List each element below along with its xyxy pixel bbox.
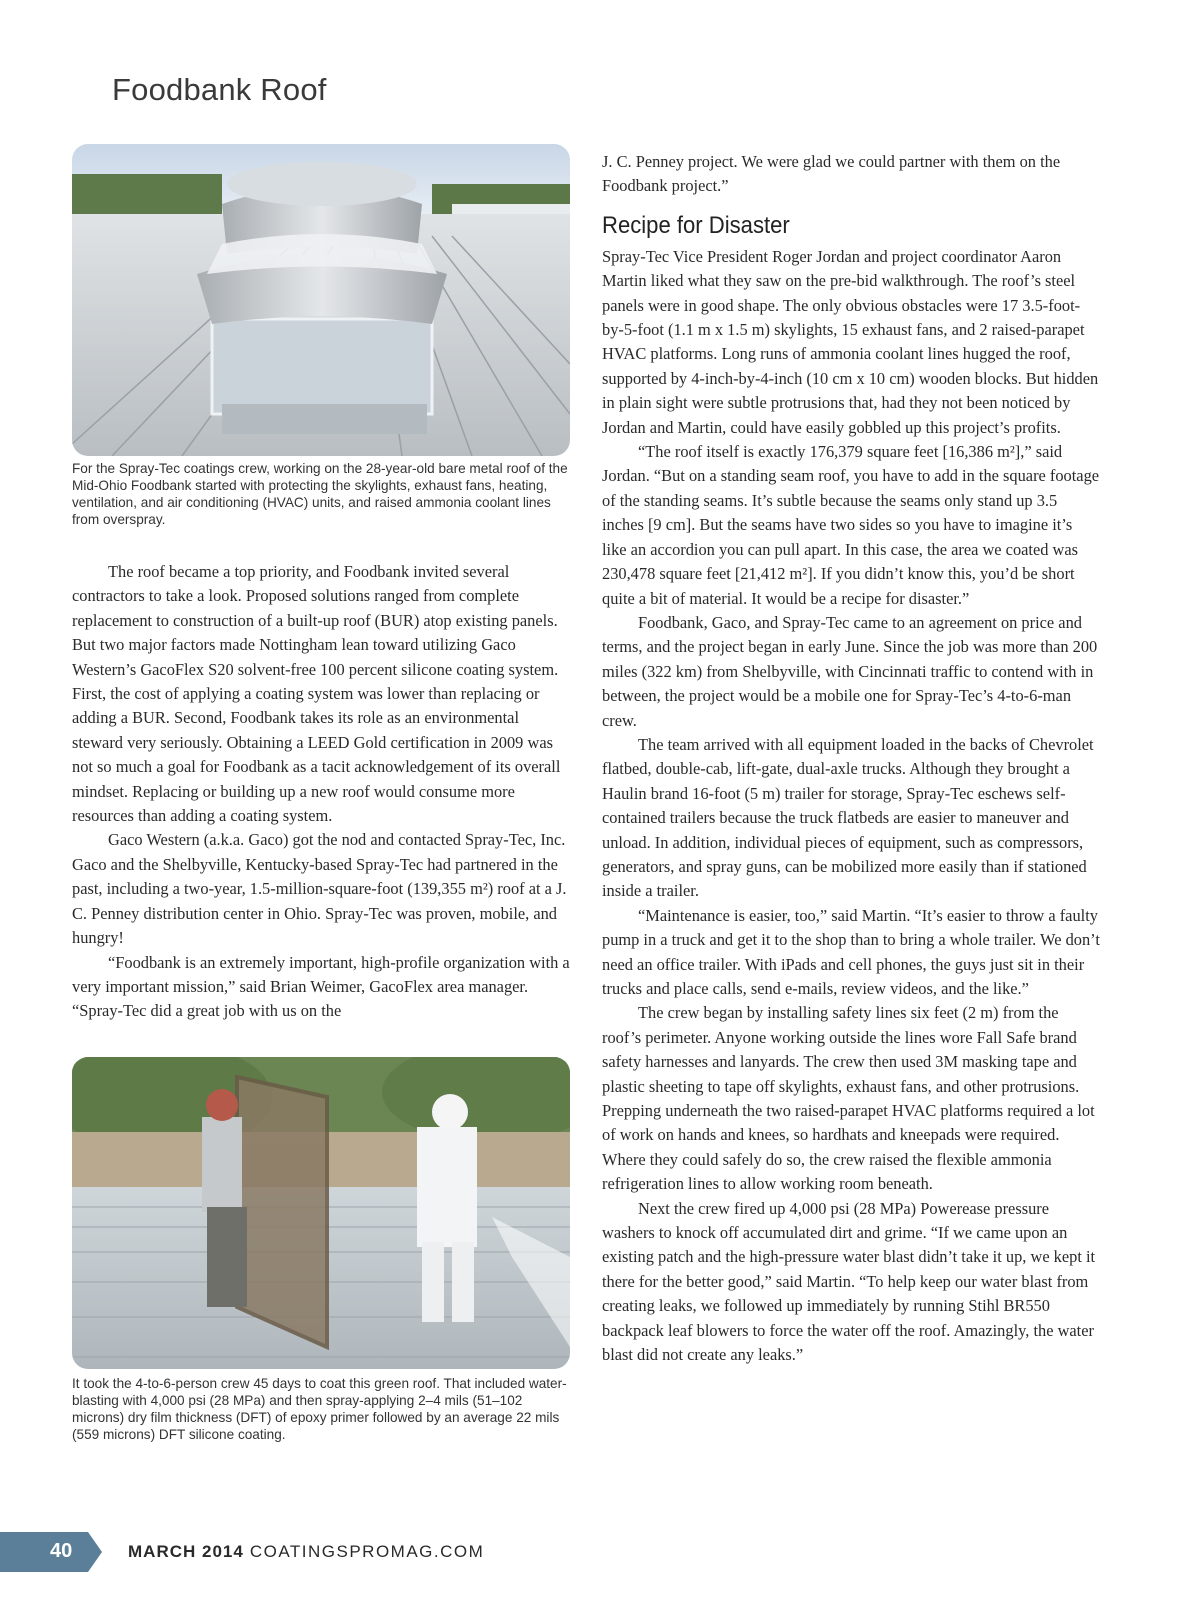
right-paragraph: “The roof itself is exactly 176,379 square feet [16,386 m²],” said Jordan. “But on a standing seam roof, you have to add in the square footage of the standing seams. It’s subtle because the seams only stand up 3.5 inches [9 cm]. But the seams have two sides so you have to imagine it’s like an accordion you can pull apart. In this case, the area we coated was 230,478 square feet [21,412 m²]. If you didn’t know this, you’d be short quite a bit of material. It would be a recipe for disaster.” xyxy=(602,442,1100,608)
right-paragraph: The crew began by installing safety lines six feet (2 m) from the roof’s perimeter. Anyone working outside the lines wore Fall Safe brand safety harnesses and lanyards. The crew then used 3M masking tape and plastic sheeting to tape off skylights, exhaust fans, and other protrusions. Prepping underneath the two raised-parapet HVAC platforms required a lot of work on hands and knees, so hardhats and kneepads were required. Where they could safely do so, the crew raised the flexible ammonia refrigeration lines to allow working room beneath. xyxy=(602,1003,1095,1194)
right-paragraph: Spray-Tec Vice President Roger Jordan and project coordinator Aaron Martin liked what they saw on the pre-bid walkthrough. The roof’s steel panels were in good shape. The only obvious obstacles were 17 3.5-foot-by-5-foot (1.1 m x 1.5 m) skylights, 15 exhaust fans, and 2 raised-parapet HVAC platforms. Long runs of ammonia coolant lines hugged the roof, supported by 4-inch-by-4-inch (10 cm x 10 cm) wooden blocks. But hidden in plain sight were subtle protrusions that, had they not been noticed by Jordan and Martin, could have easily gobbled up this project’s profits. xyxy=(602,246,1099,437)
issue-date: MARCH 2014 xyxy=(128,1542,244,1561)
right-paragraph: Foodbank, Gaco, and Spray-Tec came to an agreement on price and terms, and the project began in early June. Since the job was more than 200 miles (322 km) from Shelbyville, with Cincinnati traffic to contend with in between, the project would be a mobile one for Spray-Tec’s 4-to-6-man crew. xyxy=(602,612,1098,730)
right-paragraph: The team arrived with all equipment loaded in the backs of Chevrolet flatbed, double-cab, lift-gate, dual-axle trucks. Although they brought a Haulin brand 16-foot (5 m) trailer for storage, Spray-Tec eschews self-contained trailers because the truck flatbeds are easier to maneuver and unload. In addition, individual pieces of equipment, such as compressors, generators, and spray guns, can be mobilized more easily than if stationed inside a trailer. xyxy=(602,734,1094,901)
right-column xyxy=(602,150,1100,1368)
photo-caption-2: It took the 4-to-6-person crew 45 days to coat this green roof. That included water-blasting with 4,000 psi (28 MPa) and then spray-applying 2–4 mils (51–102 microns) dry film thickness (DFT) of epoxy primer followed by an average 22 mils (559 microns) DFT silicone coating. xyxy=(72,1376,567,1442)
photo-spray-crew xyxy=(72,1057,570,1369)
left-paragraph: Gaco Western (a.k.a. Gaco) got the nod and contacted Spray-Tec, Inc. Gaco and the Shelbyville, Kentucky-based Spray-Tec had partnered in the past, including a two-year, 1.5-million-square-foot (139,355 m²) roof at a J. C. Penney distribution center in Ohio. Spray-Tec was proven, mobile, and hungry! xyxy=(72,830,567,948)
left-column xyxy=(72,560,572,1024)
right-paragraph: Next the crew fired up 4,000 psi (28 MPa) Powerease pressure washers to knock off accumulated dirt and grime. “If we came upon an existing patch and the high-pressure water blast didn’t take it up, we kept it there for the better good,” said Martin. “To help keep our water blast from creating leaks, we followed up immediately by running Stihl BR550 backpack leaf blowers to force the water off the roof. Amazingly, the water blast did not create any leaks.” xyxy=(602,1198,1096,1365)
section-title: Foodbank Roof xyxy=(112,72,327,107)
site-url: COATINGSPROMAG.COM xyxy=(249,1542,485,1561)
left-paragraph: The roof became a top priority, and Foodbank invited several contractors to take a look. Proposed solutions ranged from complete replacement to construction of a built-up roof (BUR) atop existing panels. But two major factors made Nottingham lean toward utilizing Gaco Western’s GacoFlex S20 solvent-free 100 percent silicone coating system. First, the cost of applying a coating system was lower than replacing or adding a BUR. Second, Foodbank takes its role as an environmental steward very seriously. Obtaining a LEED Gold certification in 2009 was not so much a goal for Foodbank as a tacit acknowledgement of its overall mindset. Replacing or building up a new roof would consume more resources than adding a coating system. xyxy=(72,562,561,826)
footer-text xyxy=(128,1542,484,1562)
right-paragraph: “Maintenance is easier, too,” said Martin. “It’s easier to throw a faulty pump in a truck and get it to the shop than to bring a whole trailer. We don’t need an office trailer. With iPads and cell phones, the guys just sit in their trucks and place calls, send e-mails, review videos, and the like.” xyxy=(602,905,1100,998)
page-number: 40 xyxy=(50,1540,73,1562)
photo-caption-1: For the Spray-Tec coatings crew, working on the 28-year-old bare metal roof of the Mid-Ohio Foodbank started with protecting the skylights, exhaust fans, heating, ventilation, and air conditioning (HVAC) units, and raised ammonia coolant lines from overspray. xyxy=(72,461,568,527)
subhead-recipe-for-disaster: Recipe for Disaster xyxy=(602,211,790,239)
page-footer xyxy=(0,1532,1200,1572)
left-paragraph: “Foodbank is an extremely important, high-profile organization with a very important mission,” said Brian Weimer, GacoFlex area manager. “Spray-Tec did a great job with us on the xyxy=(72,952,570,1021)
photo-exhaust-fan xyxy=(72,144,570,456)
right-intro: J. C. Penney project. We were glad we could partner with them on the Foodbank project.” xyxy=(602,152,1061,196)
